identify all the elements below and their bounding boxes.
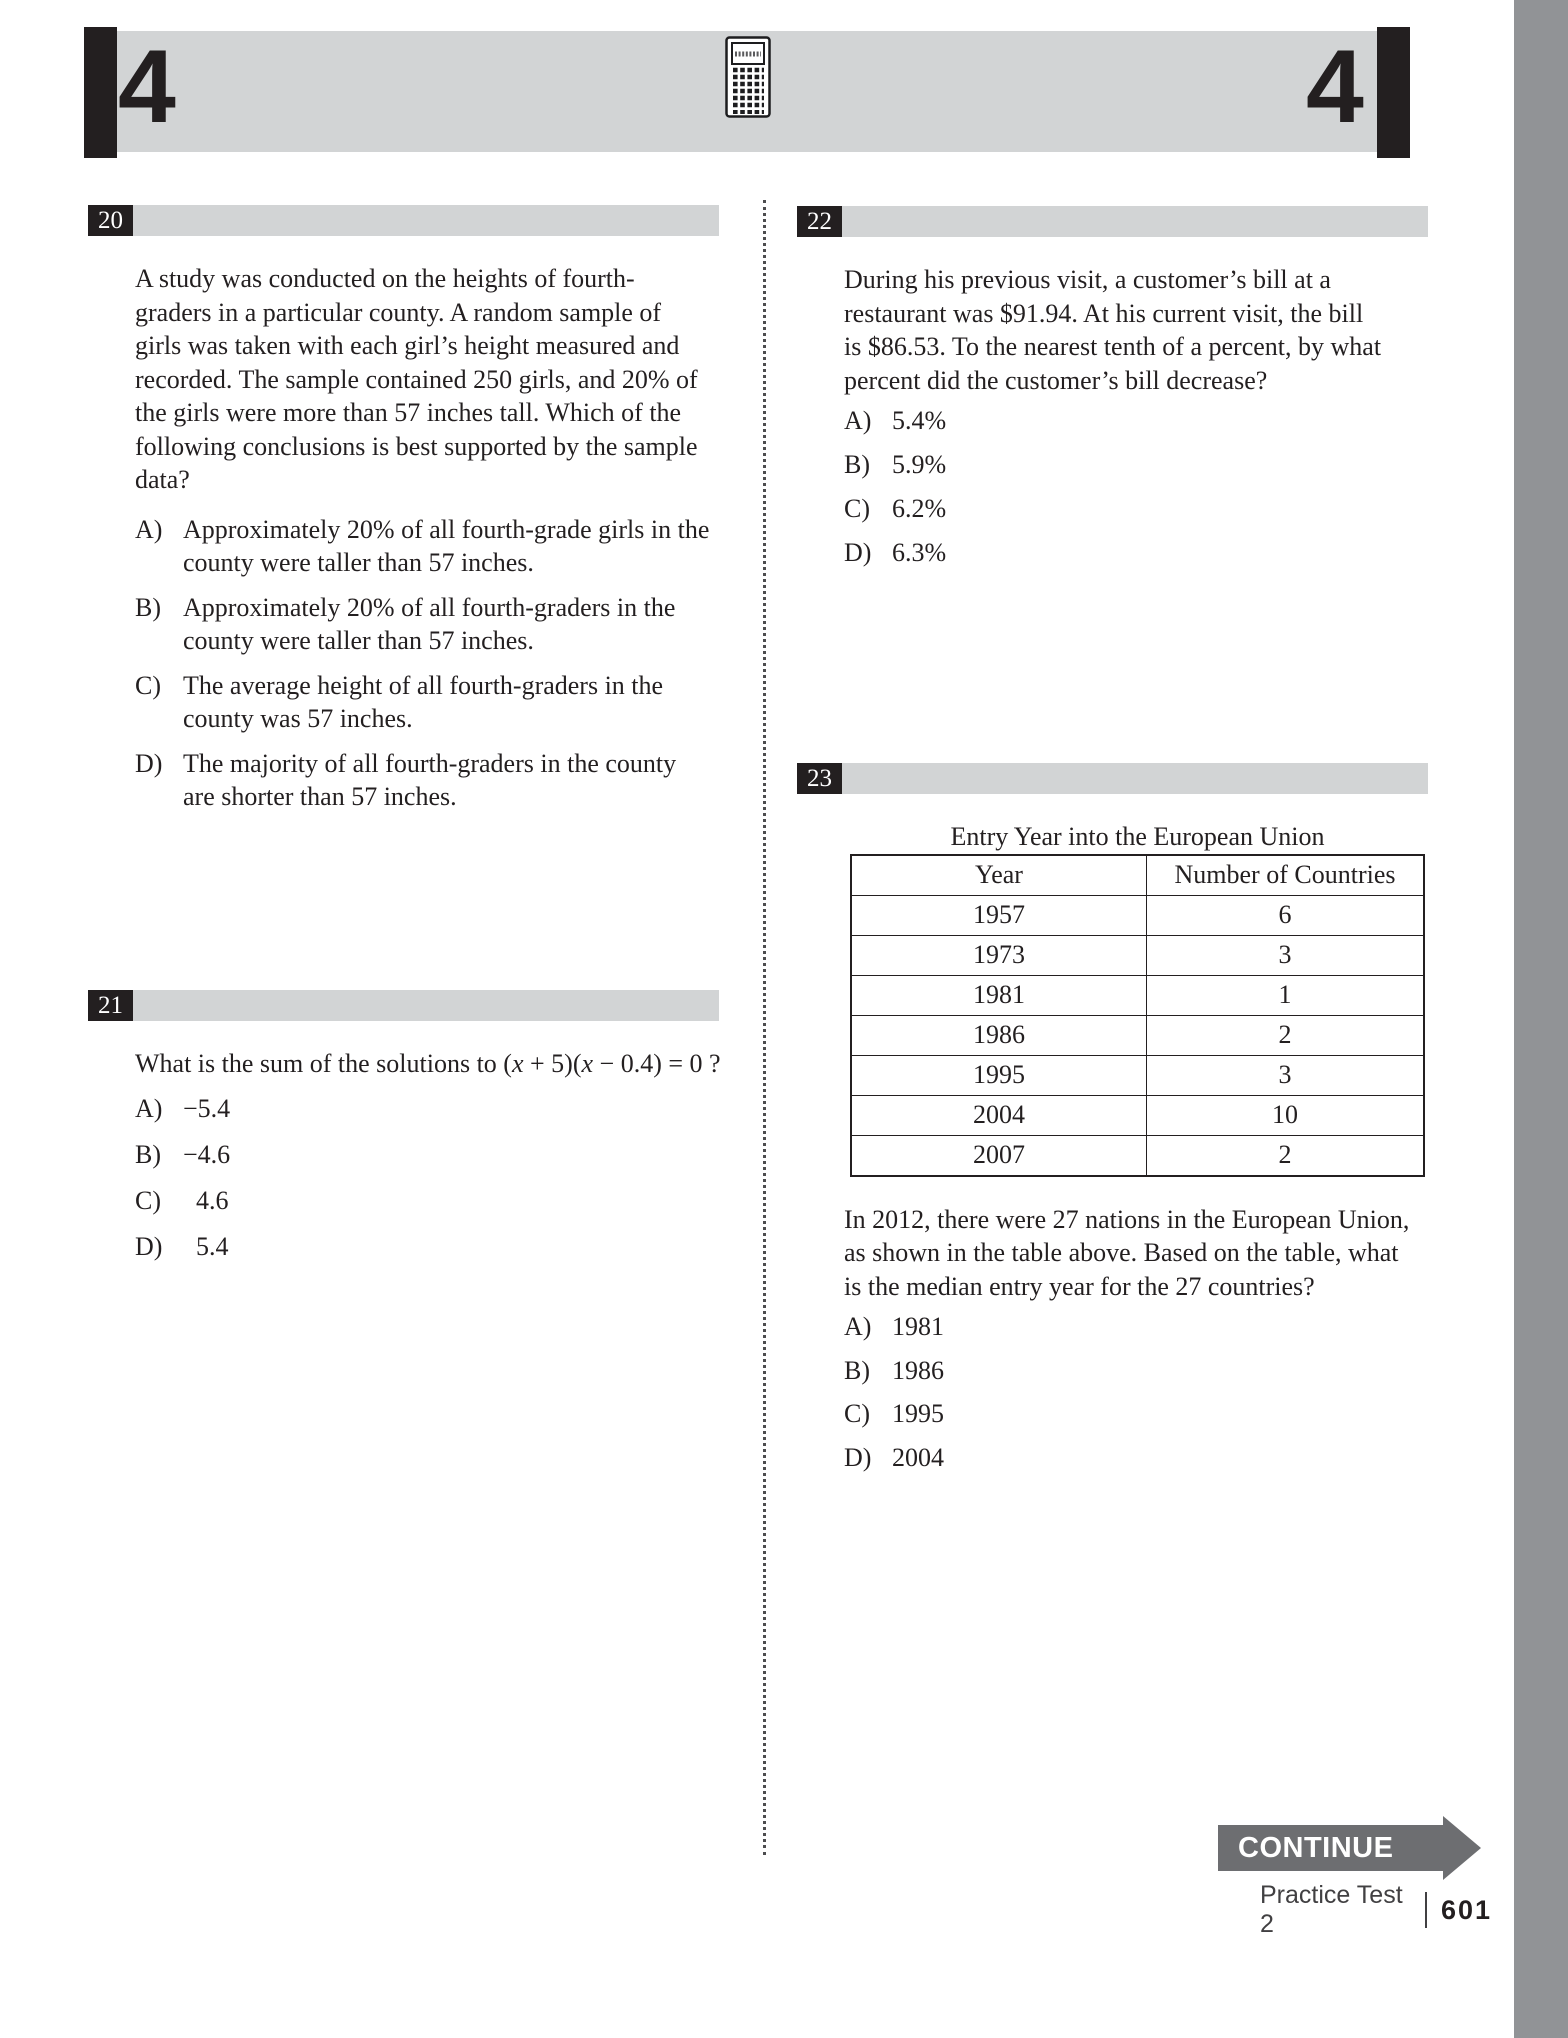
choice-text: 5.4 (183, 1231, 229, 1261)
choice-letter: B) (844, 1355, 870, 1385)
prompt-line: recorded. The sample contained 250 girls, and 20% of (135, 364, 698, 394)
column-divider (763, 200, 766, 1855)
choice-c (844, 492, 1428, 526)
prompt-line: as shown in the table above. Based on the table, what (844, 1238, 1399, 1267)
table-row (851, 1015, 1424, 1055)
table-header-year: Year (851, 855, 1147, 896)
choice-letter: C) (135, 1185, 161, 1215)
choice-text: The average height of all fourth-graders in the county was 57 inches. (183, 670, 664, 733)
cell-countries: 10 (1147, 1095, 1425, 1135)
choice-b (135, 591, 719, 658)
choice-text: 5.4% (892, 406, 947, 435)
prompt-line: data? (135, 465, 190, 494)
question-20-bar (133, 205, 719, 236)
question-20-choices (135, 513, 719, 814)
cell-countries: 6 (1147, 895, 1425, 935)
calculator-icon (725, 36, 771, 123)
choice-text: 1995 (892, 1399, 944, 1428)
table-row (851, 935, 1424, 975)
table-row (851, 1095, 1424, 1135)
table-row (851, 1135, 1424, 1176)
prompt-line: In 2012, there were 27 nations in the European Union, (844, 1204, 1410, 1234)
cell-countries: 1 (1147, 975, 1425, 1015)
footer-test-name: Practice Test 2 (1260, 1881, 1403, 1938)
choice-d (844, 536, 1428, 570)
choice-letter: B) (135, 1139, 161, 1169)
question-22-choices (844, 404, 1428, 570)
choice-letter: D) (135, 1231, 163, 1261)
entry-year-table (850, 854, 1425, 1177)
cell-countries: 3 (1147, 1055, 1425, 1095)
choice-text: 4.6 (183, 1185, 229, 1215)
choice-letter: D) (135, 748, 163, 778)
cell-countries: 3 (1147, 935, 1425, 975)
table-row (851, 975, 1424, 1015)
choice-a (135, 513, 719, 580)
prompt-line: percent did the customer’s bill decrease? (844, 365, 1268, 395)
choice-text: 1986 (892, 1355, 944, 1385)
cell-countries: 2 (1147, 1015, 1425, 1055)
prompt-line: During his previous visit, a customer’s bill at a (844, 265, 1331, 294)
choice-letter: C) (135, 670, 161, 700)
prompt-line: A study was conducted on the heights of fourth- (135, 264, 635, 293)
choice-text: Approximately 20% of all fourth-grade girls in the county were taller than 57 inches. (183, 514, 710, 577)
choice-b (844, 448, 1428, 482)
prompt-line: is $86.53. To the nearest tenth of a percent, by what (844, 332, 1382, 361)
choice-d (844, 1441, 1428, 1475)
section-number-right: 4 (1306, 29, 1364, 145)
prompt-line: graders in a particular county. A random sample of (135, 297, 662, 327)
header-right-bar (1377, 27, 1410, 158)
choice-letter: D) (844, 538, 872, 567)
cell-year: 1986 (851, 1015, 1147, 1055)
choice-letter: B) (135, 592, 161, 622)
question-23-number-badge: 23 (797, 763, 842, 794)
table-header-row (851, 855, 1424, 896)
table-row (851, 895, 1424, 935)
choice-a (844, 404, 1428, 438)
question-23-prompt (844, 1203, 1428, 1304)
question-23-header (797, 763, 1428, 794)
question-22-number-badge: 22 (797, 206, 842, 237)
cell-year: 1981 (851, 975, 1147, 1015)
choice-c (844, 1397, 1428, 1431)
choice-letter: A) (135, 514, 163, 544)
prompt-line: girls was taken with each girl’s height measured and (135, 331, 680, 360)
question-20-header (88, 205, 719, 236)
question-23 (797, 763, 1428, 1484)
choice-letter: A) (844, 406, 872, 435)
choice-text: 2004 (892, 1442, 944, 1472)
choice-text: 6.2% (892, 494, 947, 523)
choice-letter: A) (135, 1093, 163, 1123)
question-22 (797, 206, 1428, 580)
choice-text: Approximately 20% of all fourth-graders in the county were taller than 57 inches. (183, 592, 676, 655)
right-sidebar (1514, 0, 1568, 2038)
choice-text: 6.3% (892, 538, 947, 567)
choice-c (135, 1184, 719, 1218)
question-23-bar (842, 763, 1428, 794)
prompt-line: the girls were more than 57 inches tall. Which of the (135, 398, 682, 427)
choice-text: The majority of all fourth-graders in the county are shorter than 57 inches. (183, 748, 677, 811)
table-title: Entry Year into the European Union (950, 822, 1325, 851)
choice-letter: B) (844, 450, 870, 479)
continue-arrow-icon (1443, 1816, 1481, 1880)
cell-year: 1957 (851, 895, 1147, 935)
choice-text: 1981 (892, 1312, 944, 1341)
choice-a (135, 1092, 719, 1126)
question-21-prompt (135, 1047, 719, 1081)
choice-d (135, 747, 719, 814)
choice-d (135, 1230, 719, 1264)
choice-text: 5.9% (892, 450, 947, 479)
question-21-number-badge: 21 (88, 990, 133, 1021)
cell-year: 2004 (851, 1095, 1147, 1135)
choice-letter: C) (844, 494, 870, 523)
prompt-line: following conclusions is best supported by the sample (135, 431, 698, 461)
cell-countries: 2 (1147, 1135, 1425, 1176)
question-22-bar (842, 206, 1428, 237)
choice-text: −5.4 (183, 1093, 231, 1123)
choice-text: −4.6 (183, 1139, 231, 1169)
question-20-prompt (135, 262, 719, 497)
table-header-countries: Number of Countries (1147, 855, 1425, 896)
prompt-line: What is the sum of the solutions to (x + 5)(x − 0.4) = 0 ? (135, 1049, 721, 1078)
continue-button (1218, 1816, 1481, 1880)
table-row (851, 1055, 1424, 1095)
page-footer (1260, 1881, 1492, 1939)
choice-c (135, 669, 719, 736)
continue-label: CONTINUE (1218, 1825, 1443, 1871)
choice-letter: C) (844, 1399, 870, 1428)
header-left-bar (84, 27, 117, 158)
question-23-choices (844, 1310, 1428, 1474)
choice-b (844, 1354, 1428, 1388)
cell-year: 2007 (851, 1135, 1147, 1176)
question-21-choices (135, 1092, 719, 1264)
prompt-line: restaurant was $91.94. At his current visit, the bill (844, 298, 1364, 328)
choice-b (135, 1138, 719, 1172)
footer-divider (1425, 1892, 1427, 1928)
choice-letter: D) (844, 1442, 872, 1472)
question-21-bar (133, 990, 719, 1021)
prompt-line: is the median entry year for the 27 countries? (844, 1271, 1315, 1301)
footer-page-number: 601 (1440, 1894, 1492, 1925)
choice-a (844, 1310, 1428, 1344)
section-number-left: 4 (118, 29, 176, 145)
question-22-header (797, 206, 1428, 237)
question-20 (88, 205, 719, 825)
cell-year: 1973 (851, 935, 1147, 975)
question-21-header (88, 990, 719, 1021)
question-22-prompt (844, 263, 1428, 397)
question-20-number-badge: 20 (88, 205, 133, 236)
question-21 (88, 990, 719, 1276)
cell-year: 1995 (851, 1055, 1147, 1095)
choice-letter: A) (844, 1312, 872, 1341)
